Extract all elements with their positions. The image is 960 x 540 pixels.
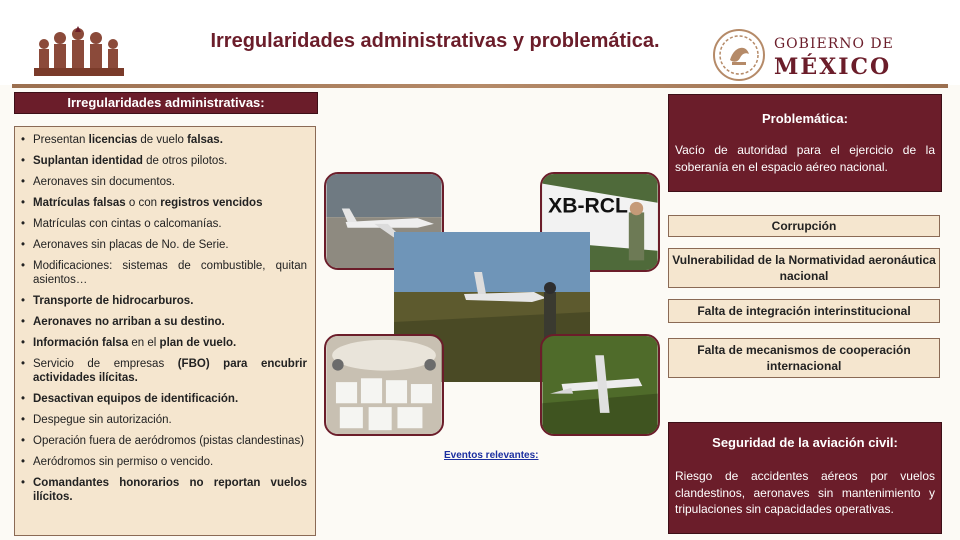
irregularidad-text: plan de vuelo. [159, 337, 237, 349]
irregularidad-item [21, 154, 307, 168]
irregularidad-item [21, 133, 307, 147]
irregularidad-text: Desactivan equipos de identificación. [33, 393, 239, 405]
irregularidades-heading: Irregularidades administrativas: [14, 92, 318, 114]
irregularidad-text: Modificaciones: sistemas de combustible, quitan asientos… [33, 260, 307, 286]
national-heroes-logo [34, 24, 124, 76]
seguridad-heading: Seguridad de la aviación civil: [712, 435, 898, 450]
irregularidad-item [21, 476, 307, 504]
problematica-box [668, 94, 942, 192]
gov-line2: MÉXICO [774, 54, 892, 80]
irregularidad-item [21, 357, 307, 385]
irregularidad-text: Información falsa [33, 337, 129, 349]
issue-corrupcion: Corrupción [668, 215, 940, 237]
irregularidad-text: Suplantan identidad [33, 155, 143, 167]
irregularidad-text: o con [125, 197, 161, 209]
irregularidad-text: Presentan [33, 134, 89, 146]
problematica-heading: Problemática: [762, 111, 848, 126]
irregularidad-item [21, 315, 307, 329]
irregularidad-text: Despegue sin autorización. [33, 414, 172, 426]
irregularidad-item [21, 175, 307, 189]
irregularidad-text: Aeródromos sin permiso o vencido. [33, 456, 214, 468]
eventos-relevantes-link[interactable]: Eventos relevantes: [444, 450, 539, 461]
issue-cooperacion: Falta de mecanismos de cooperación internacional [668, 338, 940, 378]
gov-line1: GOBIERNO DE [774, 36, 894, 52]
irregularidad-text: Operación fuera de aeródromos (pistas clandestinas) [33, 435, 305, 447]
seguridad-box [668, 422, 942, 534]
irregularidad-text: Transporte de hidrocarburos. [33, 295, 194, 307]
irregularidad-text: Aeronaves sin placas de No. de Serie. [33, 239, 229, 251]
irregularidad-item [21, 455, 307, 469]
government-logo [712, 28, 912, 82]
irregularidad-item [21, 259, 307, 287]
problematica-text: Vacío de autoridad para el ejercicio de la soberanía en el espacio aéreo nacional. [675, 143, 935, 174]
irregularidad-text: falsas. [187, 134, 223, 146]
irregularidad-item [21, 434, 307, 448]
irregularidad-text: Comandantes honorarios no reportan vuelos ilícitos. [33, 477, 307, 503]
irregularidad-text: en el [128, 337, 160, 349]
irregularidad-item [21, 336, 307, 350]
seguridad-text: Riesgo de accidentes aéreos por vuelos clandestinos, aeronaves sin mantenimiento y tripulaciones sin capacidades operativas. [675, 469, 935, 516]
irregularidad-item [21, 294, 307, 308]
page-title: Irregularidades administrativas y problemática. [210, 30, 660, 52]
irregularidad-item [21, 217, 307, 231]
irregularidad-item [21, 238, 307, 252]
irregularidad-text: Matrículas falsas [33, 197, 126, 209]
irregularidad-text: de vuelo [137, 134, 188, 146]
irregularidad-text: licencias [88, 134, 138, 146]
irregularidades-box [14, 126, 316, 536]
issue-integracion: Falta de integración interinstitucional [668, 299, 940, 323]
registration-text: XB-RCL [548, 194, 628, 218]
irregularidad-text: Aeronaves no arriban a su destino. [33, 316, 225, 328]
irregularidad-text: Matrículas con cintas o calcomanías. [33, 218, 222, 230]
national-seal-icon [712, 28, 766, 82]
issue-normatividad: Vulnerabilidad de la Normatividad aeronáutica nacional [668, 248, 940, 288]
irregularidad-text: registros vencidos [160, 197, 263, 209]
header-divider [12, 84, 948, 88]
irregularidad-text: (FBO) para encubrir actividades ilícitas. [33, 358, 307, 384]
irregularidad-item [21, 392, 307, 406]
irregularidad-item [21, 413, 307, 427]
irregularidad-text: Servicio de empresas [33, 358, 178, 370]
irregularidad-text: Aeronaves sin documentos. [33, 176, 175, 188]
photo-fuel-containers-cabin [324, 334, 444, 436]
irregularidades-list [21, 133, 307, 504]
photo-wrecked-aircraft [540, 334, 660, 436]
irregularidad-item [21, 196, 307, 210]
irregularidad-text: de otros pilotos. [142, 155, 228, 167]
